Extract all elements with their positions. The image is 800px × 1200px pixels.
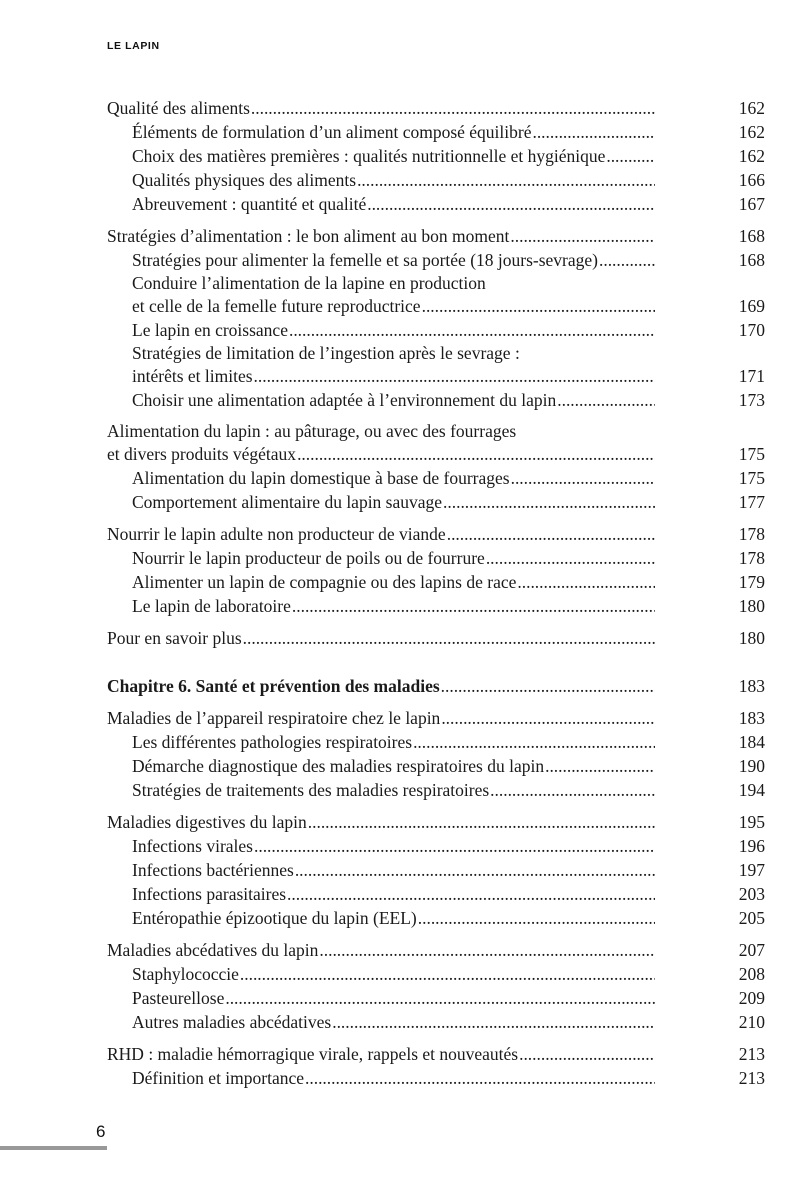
toc-entry-label: Choisir une alimentation adaptée à l’environnement du lapin — [132, 390, 557, 410]
toc-page-number: 168 — [738, 226, 765, 246]
toc-entry-label: Stratégies pour alimenter la femelle et sa portée (18 jours-sevrage) — [132, 250, 598, 270]
toc-entry[interactable] — [107, 938, 765, 962]
dot-leader — [511, 466, 655, 490]
toc-entry-label: Alimenter un lapin de compagnie ou des lapins de race — [132, 572, 517, 592]
toc-page-number: 162 — [738, 98, 765, 118]
toc-page-number: 184 — [738, 732, 765, 752]
toc-entry-label: Stratégies de traitements des maladies respiratoires — [132, 780, 490, 800]
toc-entry-label: Les différentes pathologies respiratoires — [132, 732, 413, 752]
dot-leader — [519, 1042, 655, 1066]
toc-entry-label: RHD : maladie hémorragique virale, rappels et nouveautés — [107, 1044, 519, 1064]
toc-page-number: 162 — [738, 146, 765, 166]
dot-leader — [289, 318, 655, 342]
toc-page-number: 203 — [738, 884, 765, 904]
dot-leader — [254, 364, 655, 388]
toc-subentry[interactable] — [107, 754, 765, 778]
toc-page-number: 168 — [738, 250, 765, 270]
toc-entry-label: Maladies de l’appareil respiratoire chez le lapin — [107, 708, 441, 728]
dot-leader — [357, 168, 655, 192]
toc-subentry[interactable] — [107, 882, 765, 906]
toc-entry[interactable] — [107, 420, 765, 466]
toc-entry[interactable] — [107, 706, 765, 730]
toc-entry-label: Autres maladies abcédatives — [132, 1012, 332, 1032]
toc-entry-label: intérêts et limites — [132, 366, 253, 386]
toc-page-number: 177 — [738, 492, 765, 512]
toc-page-number: 210 — [738, 1012, 765, 1032]
toc-page-number: 180 — [738, 628, 765, 648]
dot-leader — [243, 626, 655, 650]
toc-entry[interactable] — [107, 96, 765, 120]
toc-page-number: 207 — [738, 940, 765, 960]
toc-entry-label: Comportement alimentaire du lapin sauvage — [132, 492, 443, 512]
toc-page-number: 208 — [738, 964, 765, 984]
dot-leader — [297, 442, 655, 466]
table-of-contents — [107, 96, 765, 1090]
section-gap — [107, 930, 765, 938]
dot-leader — [418, 906, 655, 930]
toc-page-number: 162 — [738, 122, 765, 142]
dot-leader — [308, 810, 655, 834]
toc-page-number: 170 — [738, 320, 765, 340]
toc-entry-label: Alimentation du lapin domestique à base de fourrages — [132, 468, 510, 488]
running-head: LE LAPIN — [107, 40, 160, 52]
toc-entry-label: Choix des matières premières : qualités nutritionnelle et hygiénique — [132, 146, 606, 166]
toc-entry[interactable] — [107, 626, 765, 650]
toc-page-number: 197 — [738, 860, 765, 880]
toc-subentry[interactable] — [107, 1010, 765, 1034]
toc-entry-label: Pasteurellose — [132, 988, 225, 1008]
toc-subentry[interactable] — [107, 906, 765, 930]
toc-subentry[interactable] — [107, 858, 765, 882]
toc-page-number: 209 — [738, 988, 765, 1008]
toc-entry-label-line1: Alimentation du lapin : au pâturage, ou avec des fourrages — [107, 421, 517, 441]
toc-entry-label: Infections virales — [132, 836, 253, 856]
toc-page-number: 178 — [738, 548, 765, 568]
dot-leader — [599, 248, 655, 272]
toc-page-number: 190 — [738, 756, 765, 776]
toc-page-number: 194 — [738, 780, 765, 800]
toc-entry-label-line1: Stratégies de limitation de l’ingestion après le sevrage : — [132, 343, 520, 363]
toc-subentry[interactable] — [107, 192, 765, 216]
dot-leader — [225, 986, 655, 1010]
dot-leader — [486, 546, 655, 570]
toc-page-number: 183 — [738, 708, 765, 728]
toc-page-number: 173 — [738, 390, 765, 410]
toc-entry-label: Chapitre 6. Santé et prévention des maladies — [107, 676, 440, 696]
toc-entry[interactable] — [107, 1042, 765, 1066]
dot-leader — [305, 1066, 655, 1090]
toc-entry-label: Infections parasitaires — [132, 884, 287, 904]
dot-leader — [532, 120, 655, 144]
toc-page-number: 213 — [738, 1068, 765, 1088]
toc-subentry[interactable] — [107, 388, 765, 412]
toc-entry-label: Éléments de formulation d’un aliment composé équilibré — [132, 122, 532, 142]
section-gap — [107, 698, 765, 706]
toc-page-number: 196 — [738, 836, 765, 856]
toc-page-number: 205 — [738, 908, 765, 928]
toc-subentry[interactable] — [107, 546, 765, 570]
dot-leader — [240, 962, 655, 986]
toc-chapter-entry[interactable] — [107, 674, 765, 698]
toc-page-number: 175 — [738, 444, 765, 464]
section-gap — [107, 650, 765, 674]
toc-page-number: 166 — [738, 170, 765, 190]
toc-entry-label: Staphylococcie — [132, 964, 239, 984]
dot-leader — [295, 858, 655, 882]
toc-page-number: 195 — [738, 812, 765, 832]
toc-entry-label: Stratégies d’alimentation : le bon aliment au bon moment — [107, 226, 510, 246]
dot-leader — [422, 294, 655, 318]
toc-subentry[interactable] — [107, 962, 765, 986]
dot-leader — [319, 938, 655, 962]
dot-leader — [510, 224, 655, 248]
toc-entry-label: Qualité des aliments — [107, 98, 250, 118]
dot-leader — [367, 192, 655, 216]
toc-subentry[interactable] — [107, 570, 765, 594]
toc-entry-label: Le lapin en croissance — [132, 320, 288, 340]
dot-leader — [287, 882, 655, 906]
toc-subentry[interactable] — [107, 778, 765, 802]
toc-entry-label: Nourrir le lapin adulte non producteur de viande — [107, 524, 446, 544]
section-gap — [107, 514, 765, 522]
page-number: 6 — [96, 1122, 106, 1141]
toc-subentry[interactable] — [107, 144, 765, 168]
dot-leader — [517, 570, 655, 594]
dot-leader — [490, 778, 655, 802]
toc-subentry[interactable] — [107, 1066, 765, 1090]
toc-subentry[interactable] — [107, 272, 765, 318]
toc-entry[interactable] — [107, 810, 765, 834]
dot-leader — [292, 594, 655, 618]
toc-entry-label: Qualités physiques des aliments — [132, 170, 357, 190]
toc-page-number: 167 — [738, 194, 765, 214]
toc-page-number: 178 — [738, 524, 765, 544]
dot-leader — [443, 490, 655, 514]
toc-subentry[interactable] — [107, 168, 765, 192]
dot-leader — [254, 834, 655, 858]
toc-entry-label: Nourrir le lapin producteur de poils ou de fourrure — [132, 548, 485, 568]
toc-subentry[interactable] — [107, 248, 765, 272]
toc-page-number: 180 — [738, 596, 765, 616]
toc-entry-label: Maladies abcédatives du lapin — [107, 940, 319, 960]
toc-subentry[interactable] — [107, 120, 765, 144]
toc-subentry[interactable] — [107, 466, 765, 490]
toc-page-number: 179 — [738, 572, 765, 592]
toc-subentry[interactable] — [107, 342, 765, 388]
section-gap — [107, 802, 765, 810]
toc-page-number: 169 — [738, 296, 765, 316]
toc-entry-label: Maladies digestives du lapin — [107, 812, 307, 832]
toc-subentry[interactable] — [107, 594, 765, 618]
toc-entry-label: Abreuvement : quantité et qualité — [132, 194, 367, 214]
toc-entry-label: Entéropathie épizootique du lapin (EEL) — [132, 908, 417, 928]
dot-leader — [441, 706, 655, 730]
toc-entry-label-line1: Conduire l’alimentation de la lapine en production — [132, 273, 486, 293]
toc-entry-label: Pour en savoir plus — [107, 628, 242, 648]
toc-subentry[interactable] — [107, 318, 765, 342]
dot-leader — [413, 730, 655, 754]
toc-entry-label: Définition et importance — [132, 1068, 305, 1088]
dot-leader — [447, 522, 655, 546]
dot-leader — [545, 754, 655, 778]
section-gap — [107, 618, 765, 626]
dot-leader — [441, 674, 655, 698]
toc-entry-label: et divers produits végétaux — [107, 444, 297, 464]
dot-leader — [557, 388, 655, 412]
footer-rule — [0, 1146, 107, 1150]
toc-page-number: 213 — [738, 1044, 765, 1064]
toc-subentry[interactable] — [107, 986, 765, 1010]
section-gap — [107, 1034, 765, 1042]
toc-entry-label: Démarche diagnostique des maladies respiratoires du lapin — [132, 756, 545, 776]
dot-leader — [606, 144, 655, 168]
toc-entry-label: Le lapin de laboratoire — [132, 596, 291, 616]
toc-subentry[interactable] — [107, 834, 765, 858]
toc-entry[interactable] — [107, 522, 765, 546]
toc-entry-label: Infections bactériennes — [132, 860, 294, 880]
toc-entry-label: et celle de la femelle future reproductrice — [132, 296, 421, 316]
section-gap — [107, 412, 765, 420]
section-gap — [107, 216, 765, 224]
toc-page-number: 171 — [738, 366, 765, 386]
dot-leader — [332, 1010, 655, 1034]
dot-leader — [251, 96, 655, 120]
toc-subentry[interactable] — [107, 490, 765, 514]
toc-subentry[interactable] — [107, 730, 765, 754]
toc-entry[interactable] — [107, 224, 765, 248]
toc-page-number: 175 — [738, 468, 765, 488]
toc-page-number: 183 — [738, 676, 765, 696]
